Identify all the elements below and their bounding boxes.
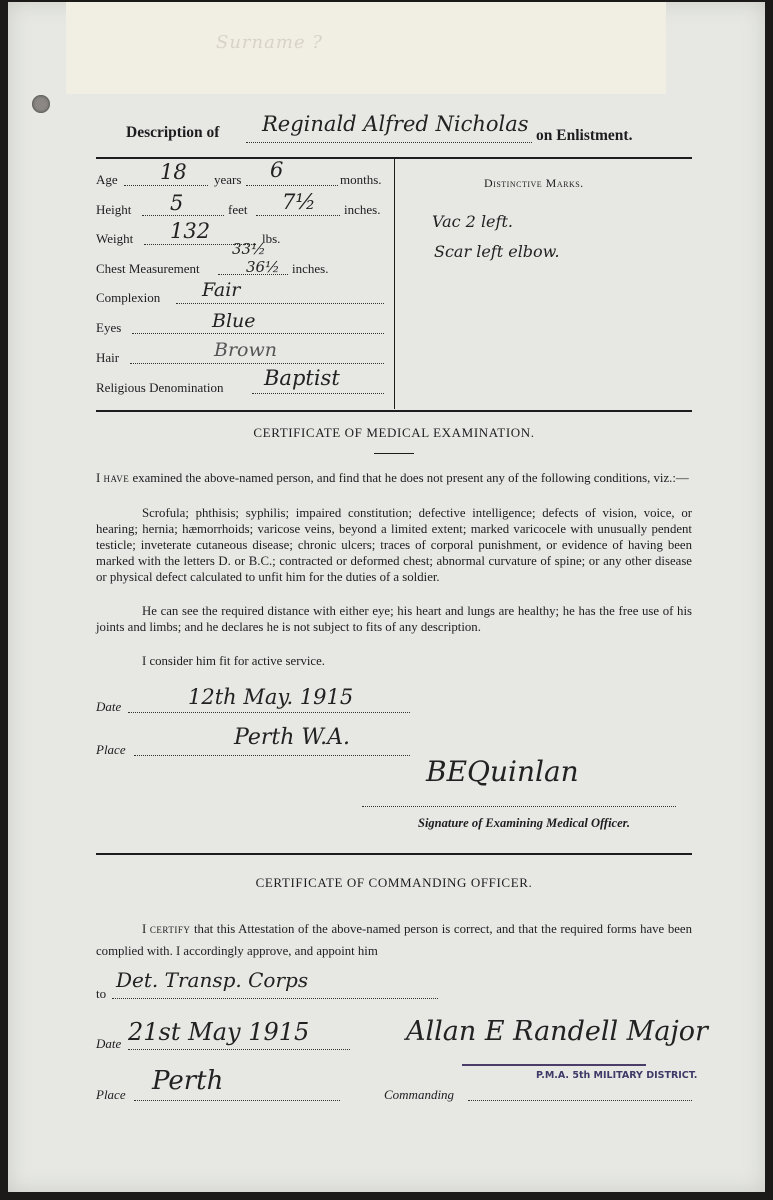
lbs-label: lbs. — [262, 231, 281, 246]
complexion-label: Complexion — [96, 290, 161, 305]
distinctive-marks-heading: Distinctive Marks. — [484, 176, 584, 190]
chest-inches-label: inches. — [292, 261, 329, 276]
commanding-label: Commanding — [384, 1087, 455, 1102]
commanding-place-label: Place — [96, 1087, 126, 1102]
religion-value: Baptist — [264, 366, 340, 390]
inches-label: inches. — [344, 202, 381, 217]
height-inches: 7½ — [282, 190, 316, 214]
document-page — [8, 2, 765, 1192]
medical-date-label: Date — [96, 699, 122, 714]
height-feet: 5 — [170, 191, 184, 215]
medical-bottom-rule — [96, 853, 692, 855]
commanding-certify: I certify that this Attestation of the above-named person is correct, and that the required forms have been complied with. I accordingly approve, and appoint him — [96, 922, 693, 958]
description-bottom-rule — [96, 410, 692, 412]
distinctive-mark-2: Scar left elbow. — [434, 242, 560, 261]
hair-label: Hair — [96, 350, 120, 365]
religion-label: Religious Denomination — [96, 380, 224, 395]
medical-officer-signature: BEQuinlan — [426, 755, 579, 788]
medical-signature-label: Signature of Examining Medical Officer. — [418, 816, 630, 830]
age-years: 18 — [160, 160, 187, 184]
months-label: months. — [340, 172, 382, 187]
eyes-label: Eyes — [96, 320, 122, 335]
paper-strip — [66, 2, 666, 94]
medical-heading-underline — [374, 453, 414, 454]
commanding-date-label: Date — [96, 1036, 122, 1051]
column-divider — [394, 159, 395, 409]
recruit-name: Reginald Alfred Nicholas — [262, 112, 529, 136]
age-months: 6 — [270, 158, 284, 182]
weight-label: Weight — [96, 231, 134, 246]
medical-conditions: Scrofula; phthisis; syphilis; impaired constitution; defective intelligence; defects of vision, voice, or hearing; hernia; hæmorrhoids; varicose veins, beyond a limited extent; marked varicocele with unusually pendent testicle; inveterate cutaneous disease; chronic ulcers; traces of corporal punishment, or evidence of having been marked with the letters D. or B.C.; contracted or deformed chest; abnormal curvature of spine; or any other disease or physical defect calculated to unfit him for the duties of a soldier. — [96, 506, 692, 584]
distinctive-mark-1: Vac 2 left. — [432, 212, 513, 231]
medical-fitness: He can see the required distance with either eye; his heart and lungs are healthy; he has the free use of his joints and limbs; and he declares he is not subject to fits of any description. — [96, 604, 692, 634]
medical-date-value: 12th May. 1915 — [188, 685, 354, 709]
officer-stamp: P.M.A. 5th MILITARY DISTRICT. — [536, 1070, 698, 1081]
title-prefix: Description of — [126, 124, 220, 141]
commanding-date-value: 21st May 1915 — [128, 1018, 310, 1046]
commanding-officer-signature: Allan E Randell Major — [406, 1016, 708, 1047]
faded-strip-text: Surname ? — [216, 32, 323, 53]
title-suffix: on Enlistment. — [536, 127, 633, 144]
age-label: Age — [96, 172, 118, 187]
years-label: years — [214, 172, 242, 187]
complexion-value: Fair — [202, 279, 241, 301]
feet-label: feet — [228, 202, 248, 217]
medical-consider: I consider him fit for active service. — [142, 654, 325, 668]
height-label: Height — [96, 202, 132, 217]
hair-value: Brown — [214, 339, 277, 361]
medical-place-value: Perth W.A. — [234, 725, 350, 750]
chest-max: 36½ — [246, 258, 280, 276]
punch-hole — [32, 95, 50, 113]
medical-heading: CERTIFICATE OF MEDICAL EXAMINATION. — [253, 425, 535, 440]
medical-intro: I have examined the above-named person, and find that he does not present any of the following conditions, viz.:— — [96, 471, 689, 485]
commanding-heading: CERTIFICATE OF COMMANDING OFFICER. — [255, 875, 533, 890]
commanding-place-value: Perth — [152, 1066, 224, 1096]
chest-label: Chest Measurement — [96, 261, 200, 276]
chest-min: 33½ — [232, 240, 266, 258]
commanding-to-value: Det. Transp. Corps — [116, 968, 309, 992]
commanding-to-label: to — [96, 986, 107, 1001]
stamp-rule — [462, 1064, 646, 1066]
medical-place-label: Place — [96, 742, 126, 757]
weight-value: 132 — [170, 219, 211, 243]
name-dots — [246, 142, 532, 143]
eyes-value: Blue — [212, 310, 256, 332]
